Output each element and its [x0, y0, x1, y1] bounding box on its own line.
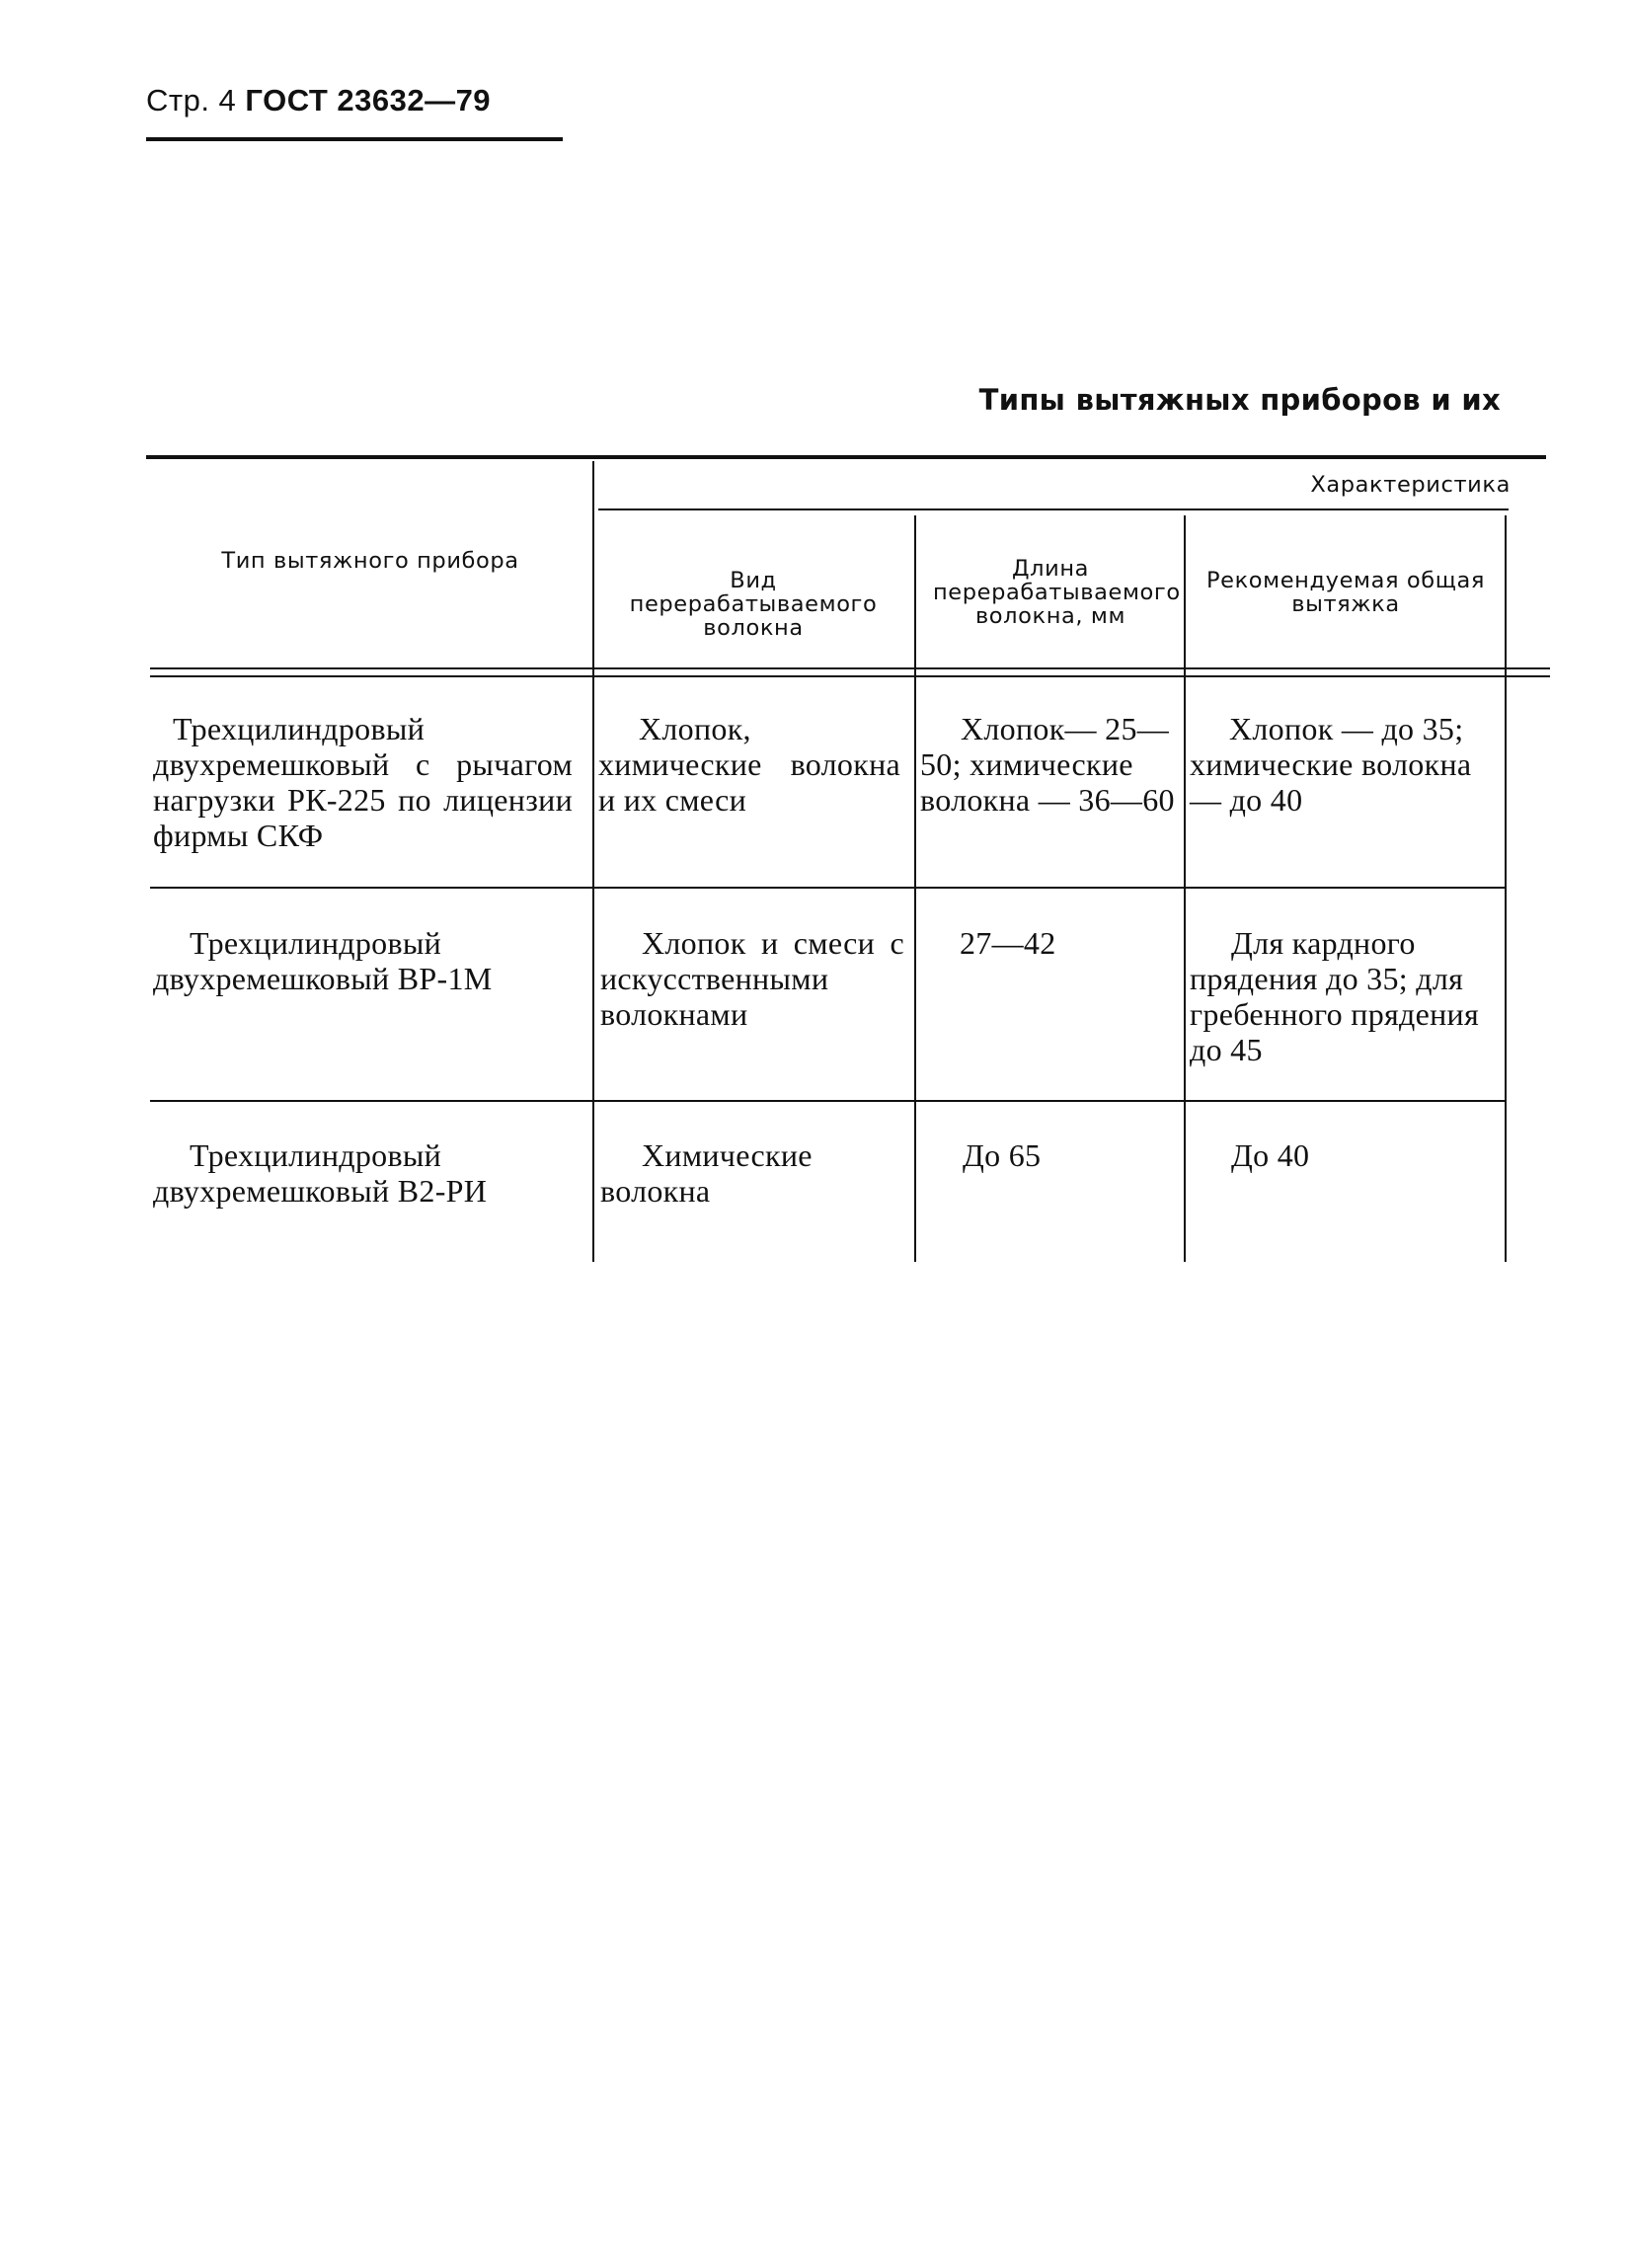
- cell-draft: Хлопок — до 35; химические волокна — до 40: [1190, 711, 1472, 818]
- running-header: [146, 83, 491, 118]
- cell-type: Трехцилиндровый двухремешковый В2-РИ: [153, 1137, 488, 1209]
- col-header-fiber-kind: Вид перерабатываемого волокна: [629, 568, 878, 641]
- col-header-type: Тип вытяжного прибора: [221, 548, 519, 574]
- group-header-characteristics: Характеристика: [1310, 472, 1511, 498]
- cell-draft: До 40: [1231, 1137, 1310, 1173]
- col-rule-2: [914, 515, 916, 1262]
- cell-fiber-length: Хлопок— 25—50; химические волокна — 36—60: [920, 711, 1175, 818]
- header-bottom-rule-1: [150, 667, 1550, 669]
- cell-fiber-kind: Химические волокна: [600, 1137, 813, 1209]
- page-number: Стр. 4: [146, 83, 237, 117]
- col-rule-3: [1184, 515, 1186, 1262]
- col-rule-4: [1505, 515, 1507, 1262]
- cell-draft: Для кардного прядения до 35; для гребенного прядения до 45: [1190, 925, 1479, 1067]
- row-divider-2: [150, 1100, 1505, 1102]
- table-top-rule: [146, 455, 1546, 459]
- header-bottom-rule-2: [150, 675, 1550, 677]
- cell-type: Трехцилиндровый двухремешковый ВР-1М: [153, 925, 493, 996]
- col-rule-1: [592, 461, 594, 1262]
- table-caption: Типы вытяжных приборов и их: [978, 383, 1501, 417]
- standard-number: ГОСТ 23632—79: [245, 83, 492, 117]
- cell-fiber-kind: Хлопок, химические волокна и их смеси: [598, 711, 900, 818]
- cell-fiber-kind: Хлопок и смеси с искусственными волокнами: [600, 925, 904, 1032]
- cell-fiber-length: 27—42: [960, 925, 1056, 961]
- group-underline: [598, 508, 1509, 510]
- row-divider-1: [150, 887, 1505, 889]
- col-header-draft: Рекомендуемая общая вытяжка: [1206, 568, 1486, 617]
- cell-type: Трехцилиндровый двухремешковый с рычагом нагрузки РК-225 по лицензии фирмы СКФ: [153, 711, 573, 853]
- header-rule: [146, 137, 563, 141]
- col-header-fiber-length: Длина перерабатываемого волокна, мм: [933, 556, 1181, 629]
- cell-fiber-length: До 65: [963, 1137, 1042, 1173]
